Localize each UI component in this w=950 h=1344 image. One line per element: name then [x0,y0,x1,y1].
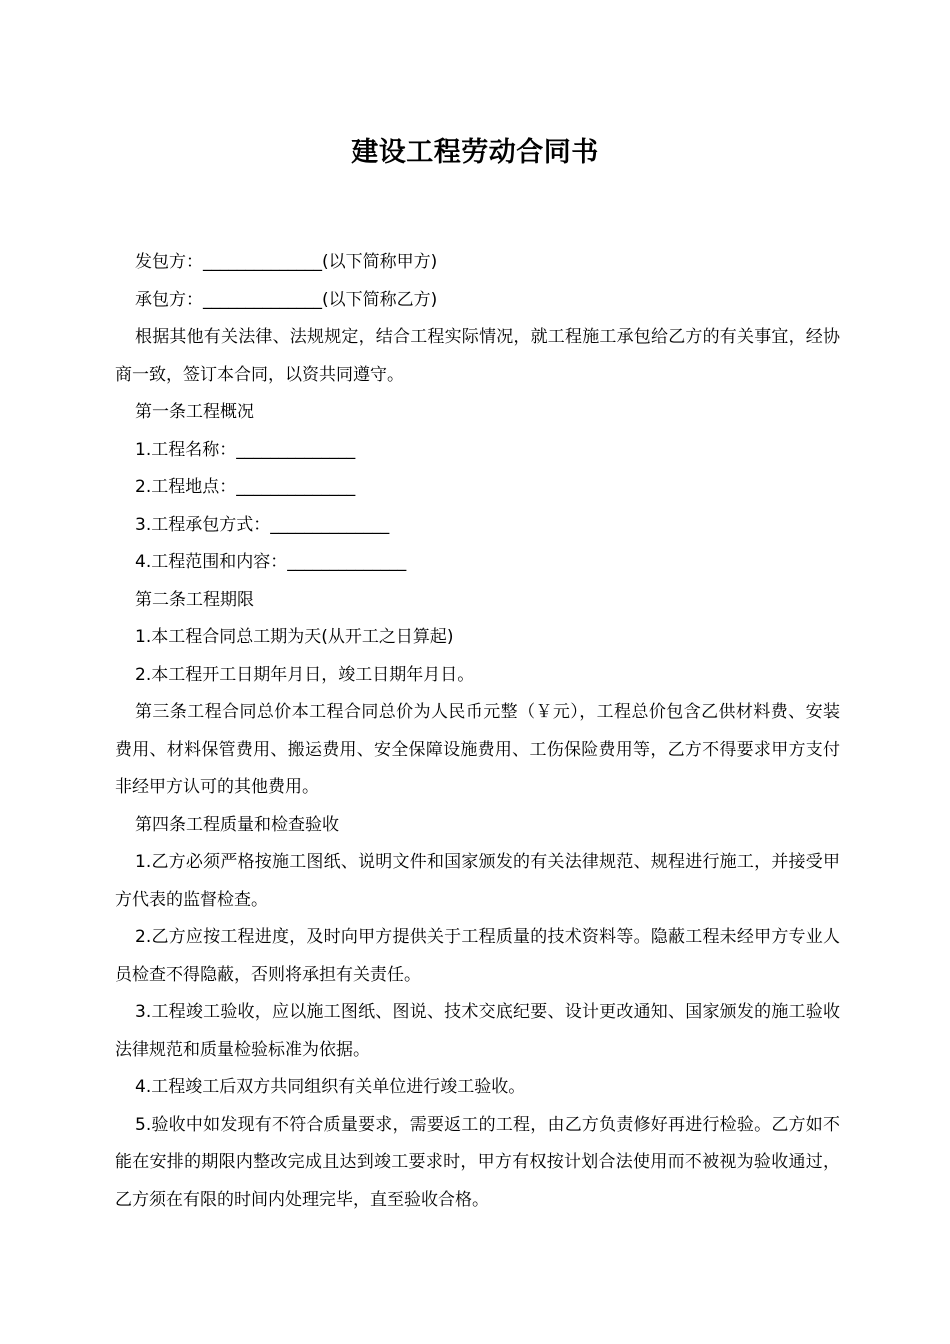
article-1-item-4: 4.工程范围和内容：______________ [135,552,407,572]
article-1-heading: 第一条工程概况 [135,402,254,422]
party-a-line: 发包方：______________(以下简称甲方) [135,252,438,272]
article-1-item-1: 1.工程名称：______________ [135,439,356,460]
article-2-item-2: 2.本工程开工日期年月日，竣工日期年月日。 [135,664,475,685]
article-1-item-2: 2.工程地点：______________ [135,477,356,497]
article-4-item-5: 5.验收中如发现有不符合质量要求，需要返工的工程，由乙方负责修好再进行检验。乙方如不能在安排的期限内整改完成且达到竣工要求时，甲方有权按计划合法使用而不被视为验收通过，乙方须在有限的时间内处理完毕，直至验收合格。 [115,1114,840,1210]
article-4-item-3: 3.工程竣工验收，应以施工图纸、图说、技术交底纪要、设计更改通知、国家颁发的施工验收法律规范和质量检验标准为依据。 [115,1002,840,1060]
article-4-heading: 第四条工程质量和检查验收 [135,814,339,835]
article-1-item-3: 3.工程承包方式：______________ [135,514,390,535]
article-2-item-1: 1.本工程合同总工期为天(从开工之日算起) [135,627,454,647]
article-2-heading: 第二条工程期限 [135,589,254,610]
article-3-paragraph: 第三条工程合同总价本工程合同总价为人民币元整（￥元），工程总价包含乙供材料费、安装费用、材料保管费用、搬运费用、安全保障设施费用、工伤保险费用等，乙方不得要求甲方支付非经甲方认可的其他费用。 [115,702,840,797]
document-title: 建设工程劳动合同书 [351,137,599,168]
party-b-line: 承包方：______________(以下简称乙方) [135,289,438,310]
article-4-item-4: 4.工程竣工后双方共同组织有关单位进行竣工验收。 [135,1077,526,1097]
preamble-paragraph: 根据其他有关法律、法规规定，结合工程实际情况，就工程施工承包给乙方的有关事宜，经协商一致，签订本合同，以资共同遵守。 [115,327,840,385]
document-body [115,244,840,1219]
article-4-item-1: 1.乙方必须严格按施工图纸、说明文件和国家颁发的有关法律规范、规程进行施工，并接受甲方代表的监督检查。 [115,852,840,910]
article-4-item-2: 2.乙方应按工程进度，及时向甲方提供关于工程质量的技术资料等。隐蔽工程未经甲方专业人员检查不得隐蔽，否则将承担有关责任。 [115,927,840,985]
